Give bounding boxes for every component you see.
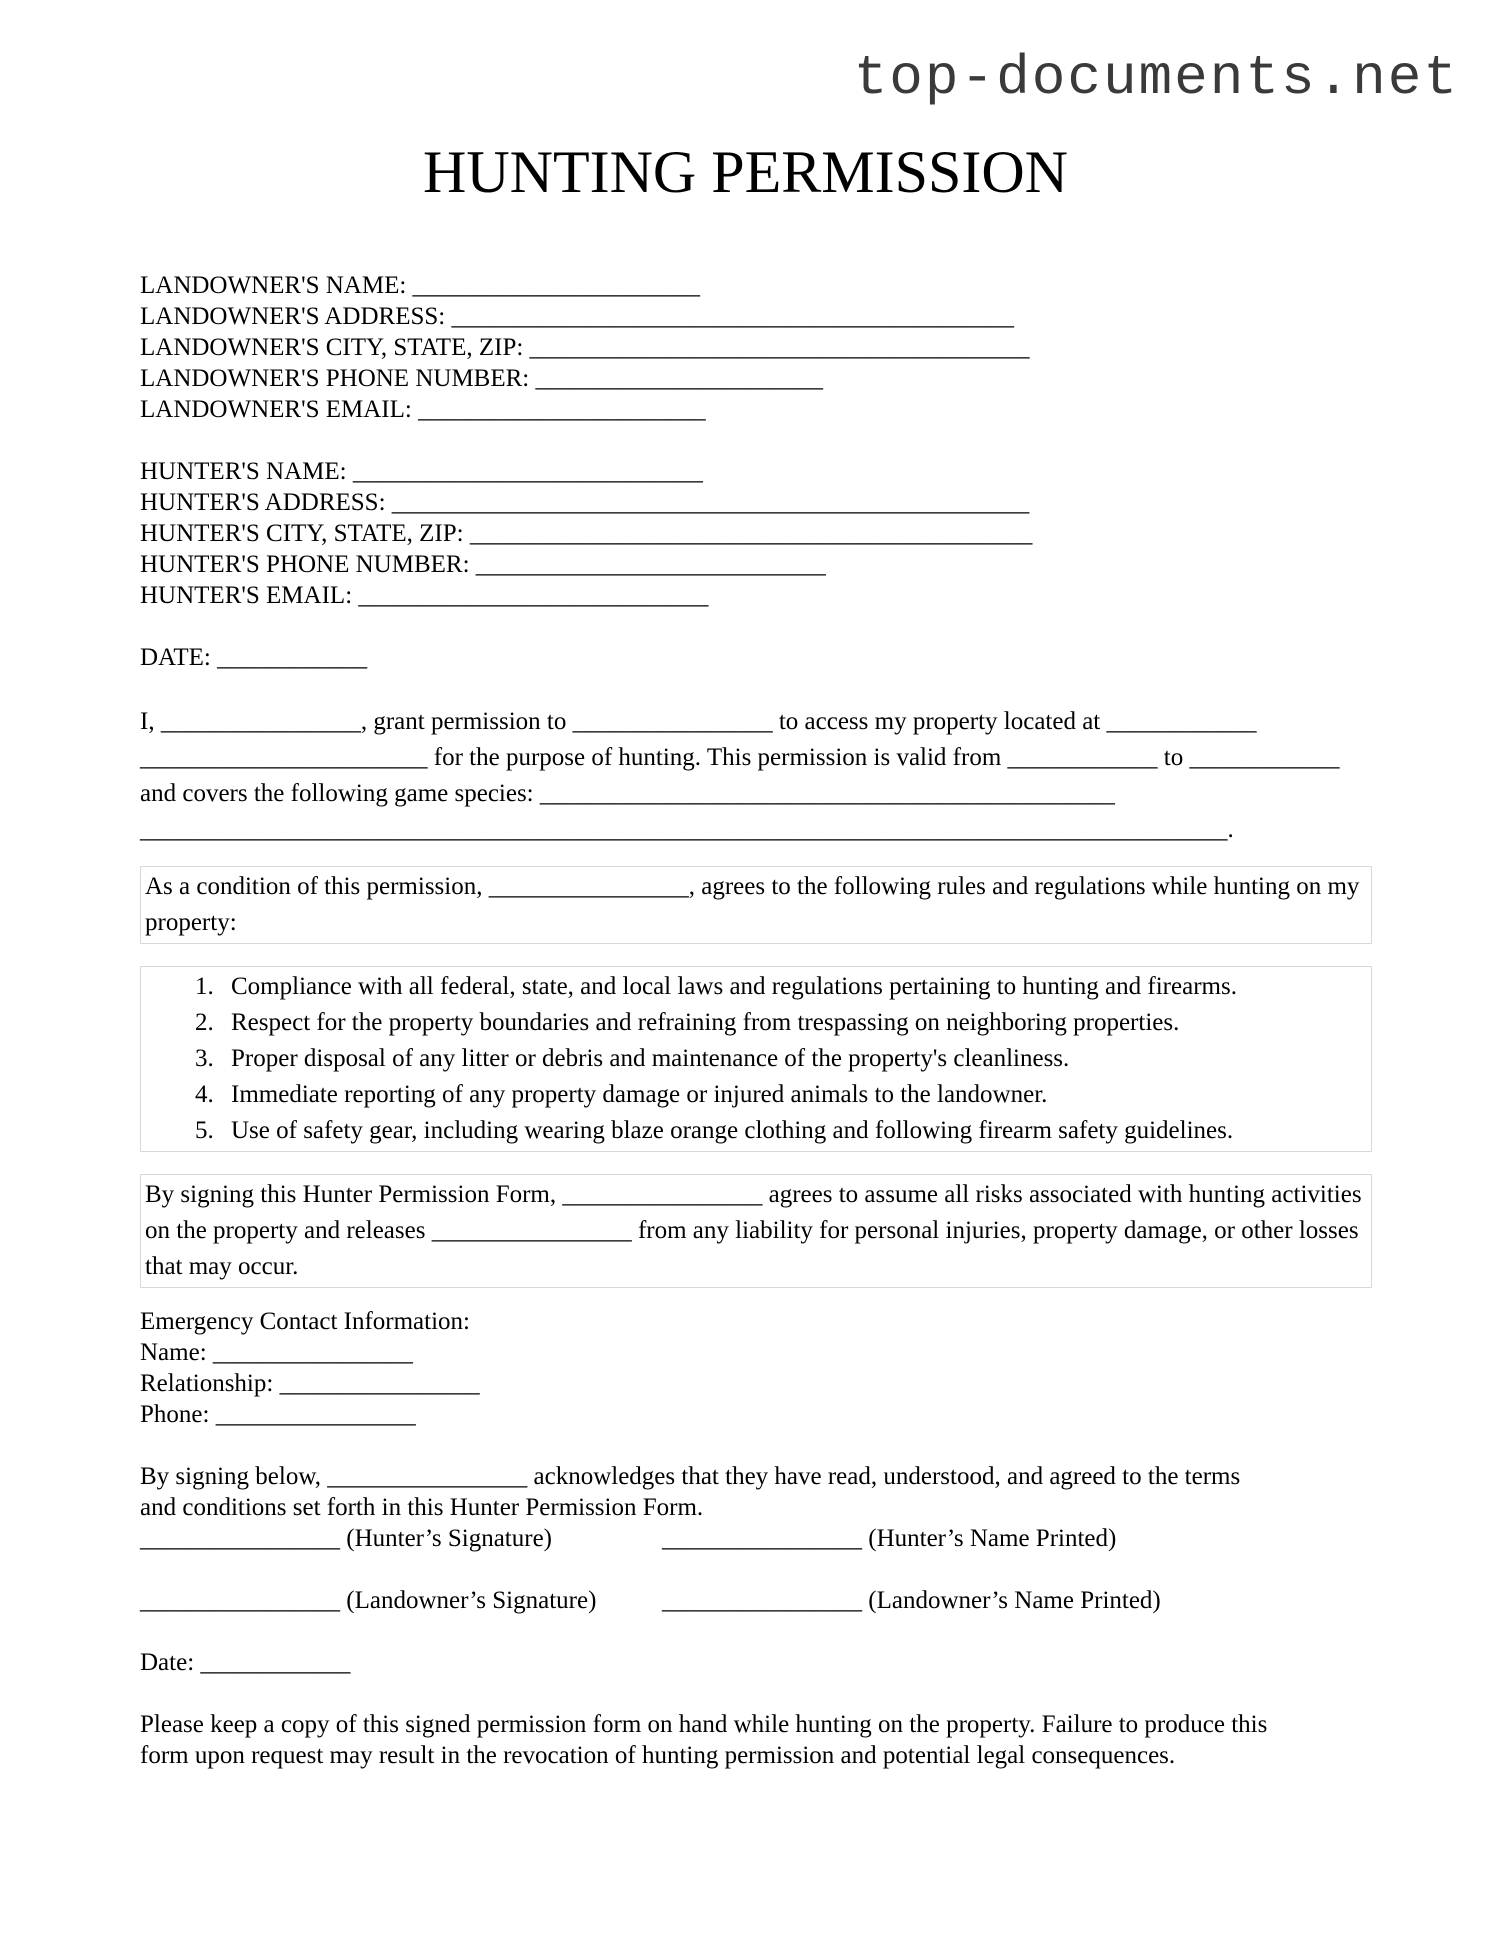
landowner-section	[140, 270, 1372, 425]
final-date-field[interactable]: Date: ____________	[140, 1649, 351, 1676]
hunter-city-field[interactable]: HUNTER'S CITY, STATE, ZIP: _____________________________________________	[140, 520, 1033, 547]
condition-box	[140, 866, 1372, 944]
emergency-contact-section	[140, 1306, 1372, 1430]
closing-line-1: Please keep a copy of this signed permission form on hand while hunting on the property. Failure to produce this	[140, 1711, 1268, 1738]
hunter-name-printed-field[interactable]: ________________ (Hunter’s Name Printed)	[662, 1525, 1117, 1552]
list-item: 3. Proper disposal of any litter or debris and maintenance of the property's cleanliness.	[195, 1045, 1070, 1072]
closing-note	[140, 1709, 1372, 1771]
landowner-city-field[interactable]: LANDOWNER'S CITY, STATE, ZIP: ________________________________________	[140, 334, 1030, 361]
hunter-signature-row	[140, 1523, 1372, 1554]
list-item: 2. Respect for the property boundaries and refraining from trespassing on neighboring properties.	[195, 1009, 1180, 1036]
emergency-relationship-field[interactable]: Relationship: ________________	[140, 1370, 480, 1397]
hunter-signature-field[interactable]: ________________ (Hunter’s Signature)	[140, 1525, 552, 1552]
hunter-address-field[interactable]: HUNTER'S ADDRESS: ___________________________________________________	[140, 489, 1030, 516]
landowner-name-field[interactable]: LANDOWNER'S NAME: _______________________	[140, 272, 701, 299]
rules-list	[195, 969, 1367, 1149]
rules-list-box	[140, 966, 1372, 1152]
emergency-name-field[interactable]: Name: ________________	[140, 1339, 413, 1366]
acknowledge-line-1: By signing below, ________________ acknowledges that they have read, understood, and agreed to the terms	[140, 1463, 1241, 1490]
landowner-address-field[interactable]: LANDOWNER'S ADDRESS: _____________________________________________	[140, 303, 1014, 330]
document-title: HUNTING PERMISSION	[422, 139, 1069, 205]
landowner-signature-field[interactable]: ________________ (Landowner’s Signature)	[140, 1587, 597, 1614]
acknowledgement	[140, 1461, 1372, 1523]
risk-box	[140, 1174, 1372, 1288]
list-item: 5. Use of safety gear, including wearing blaze orange clothing and following firearm safety guidelines.	[195, 1117, 1234, 1144]
emergency-heading: Emergency Contact Information:	[140, 1308, 470, 1335]
closing-line-2: form upon request may result in the revocation of hunting permission and potential legal consequences.	[140, 1742, 1176, 1769]
landowner-name-printed-field[interactable]: ________________ (Landowner’s Name Printed)	[662, 1587, 1161, 1614]
hunter-name-field[interactable]: HUNTER'S NAME: ____________________________	[140, 458, 703, 485]
hunter-section	[140, 456, 1372, 611]
risk-paragraph: By signing this Hunter Permission Form, ________________ agrees to assume all risks associated with hunting activities on the property and releases ________________ from any liability for personal injuries, property damage, or other losses that may occur.	[145, 1181, 1362, 1280]
list-item: 1. Compliance with all federal, state, and local laws and regulations pertaining to hunting and firearms.	[195, 973, 1237, 1000]
date-field[interactable]: DATE: ____________	[140, 644, 368, 671]
grant-paragraph: I, ________________, grant permission to ________________ to access my property located at ____________ _______________________ for the purpose of hunting. This permission is valid from ____________ to ____________ and covers the following game species: ______________________________________________ _______________________________________________________________________________________.	[140, 708, 1340, 843]
emergency-phone-field[interactable]: Phone: ________________	[140, 1401, 416, 1428]
acknowledge-line-2: and conditions set forth in this Hunter Permission Form.	[140, 1494, 704, 1521]
form-body	[140, 270, 1372, 1771]
condition-paragraph: As a condition of this permission, ________________, agrees to the following rules and regulations while hunting on my property:	[145, 873, 1360, 936]
landowner-signature-row	[140, 1585, 1372, 1616]
landowner-email-field[interactable]: LANDOWNER'S EMAIL: _______________________	[140, 396, 706, 423]
list-item: 4. Immediate reporting of any property damage or injured animals to the landowner.	[195, 1081, 1048, 1108]
hunter-email-field[interactable]: HUNTER'S EMAIL: ____________________________	[140, 582, 709, 609]
hunter-phone-field[interactable]: HUNTER'S PHONE NUMBER: ____________________________	[140, 551, 826, 578]
landowner-phone-field[interactable]: LANDOWNER'S PHONE NUMBER: _______________________	[140, 365, 823, 392]
watermark-text: top-documents.net	[853, 46, 1459, 110]
